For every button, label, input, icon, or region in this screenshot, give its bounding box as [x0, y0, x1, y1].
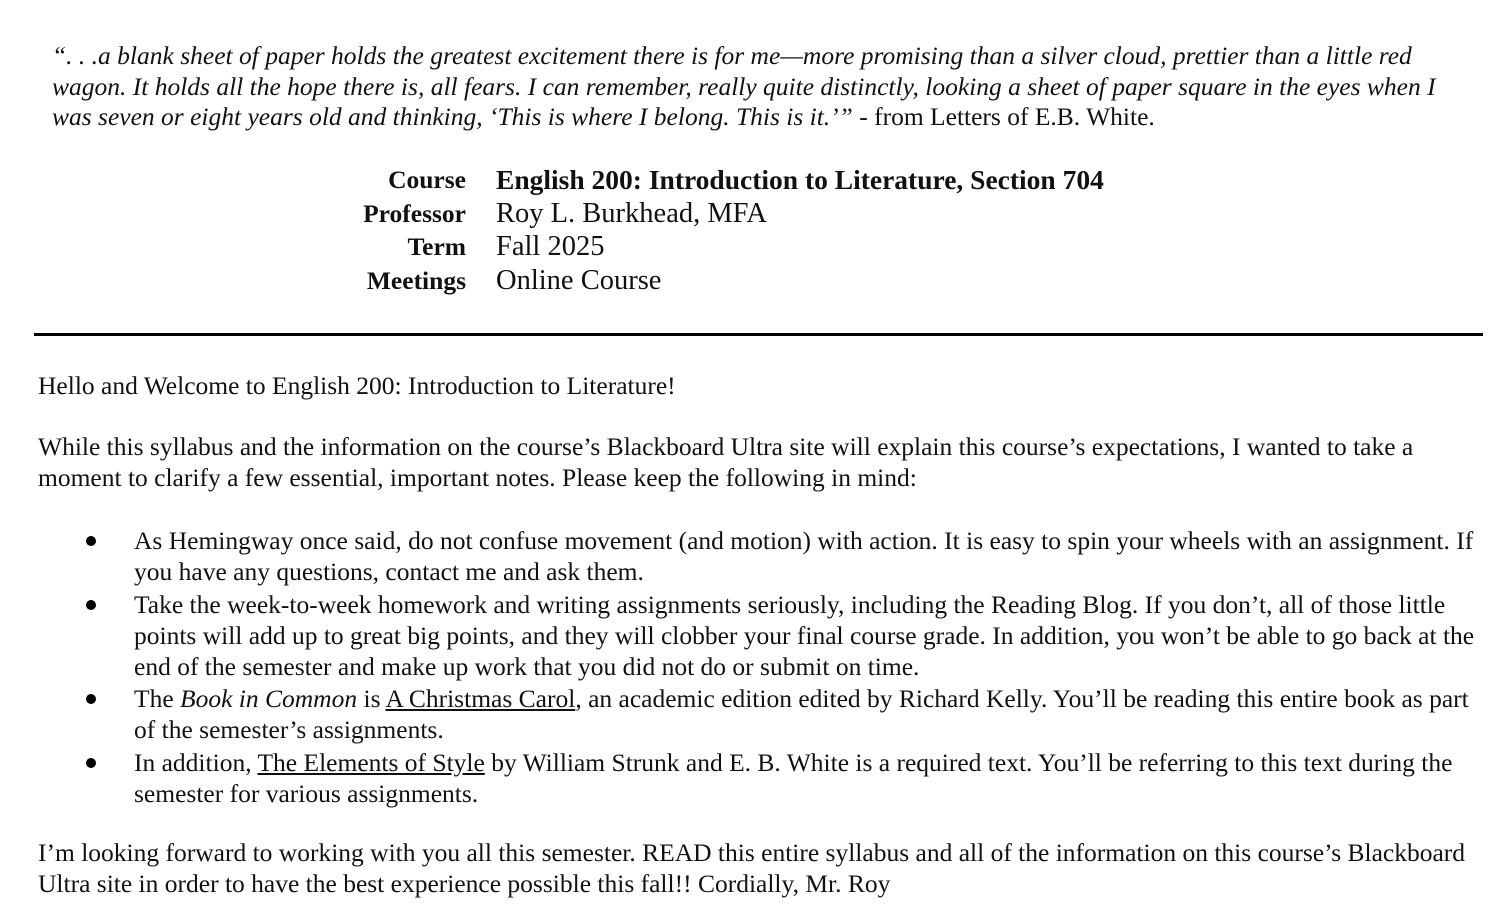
bullet-text-mid: is — [357, 684, 386, 713]
book-in-common-term: Book in Common — [180, 684, 358, 713]
course-label: Course — [388, 165, 466, 194]
greeting-paragraph: Hello and Welcome to English 200: Introduction to Literature! — [38, 371, 676, 400]
list-item — [0, 589, 1480, 682]
list-item — [0, 525, 1480, 587]
term-label: Term — [407, 232, 466, 261]
course-row — [0, 163, 1510, 197]
meetings-row — [0, 264, 1510, 298]
intro-paragraph: While this syllabus and the information on the course’s Blackboard Ultra site will explain this course’s expectations, I wanted to take a moment to clarify a few essential, important notes. Please keep the following in mind: — [38, 432, 1414, 492]
term-value: Fall 2025 — [496, 231, 605, 262]
professor-value: Roy L. Burkhead, MFA — [496, 197, 768, 229]
professor-label: Professor — [363, 198, 466, 228]
closing-paragraph: I’m looking forward to working with you all this semester. READ this entire syllabus and all of the information on this course’s Blackboard Ultra site in order to have the best experience possible this fall!! Cordially, Mr. Roy — [38, 838, 1466, 898]
bullet-icon — [86, 694, 96, 704]
bullet-text: Take the week-to-week homework and writing assignments seriously, including the Reading Blog. If you don’t, all of those little points will add up to great big points, and they will clobber your final course grade. In addition, you won’t be able to go back at the end of the semester and make up work that you did not do or submit on time. — [134, 589, 1475, 681]
bullet-text-prefix: In addition, — [134, 747, 258, 777]
term-row — [0, 230, 1510, 264]
bullet-text-suffix: , an academic edition edited by Richard Kelly. You’ll be reading this entire book as part of the semester’s assignments. — [134, 684, 1469, 744]
section-divider — [34, 333, 1483, 336]
bullet-icon — [86, 758, 96, 768]
christmas-carol-title: A Christmas Carol — [385, 684, 576, 713]
quote-attribution: - from Letters of E.B. White. — [852, 102, 1155, 131]
list-item — [0, 747, 1480, 809]
course-value: English 200: Introduction to Literature, Section 704 — [496, 164, 1104, 195]
professor-row — [0, 197, 1510, 231]
elements-of-style-title: The Elements of Style — [257, 747, 485, 777]
list-item — [0, 683, 1480, 745]
meetings-value: Online Course — [496, 264, 662, 296]
quote-text: “. . .a blank sheet of paper holds the greatest excitement there is for me—more promising than a silver cloud, prettier than a little red wagon. It holds all the hope there is, all fears. I can remember, really quite distinctly, looking a sheet of paper square in the eyes when I was seven or eight years old and thinking, ‘This is where I belong. This is it.’” — [52, 41, 1436, 131]
bullet-text: As Hemingway once said, do not confuse movement (and motion) with action. It is easy to spin your wheels with an assignment. If you have any questions, contact me and ask them. — [134, 526, 1474, 586]
bullet-text-prefix: The — [134, 684, 181, 713]
notes-list — [0, 525, 1510, 810]
bullet-icon — [86, 600, 96, 610]
bullet-text-suffix: by William Strunk and E. B. White is a required text. You’ll be referring to this text during the semester for various assignments. — [134, 747, 1453, 808]
course-info-block — [0, 163, 1510, 297]
bullet-icon — [86, 536, 96, 546]
meetings-label: Meetings — [366, 265, 466, 295]
epigraph-quote — [52, 41, 1472, 133]
